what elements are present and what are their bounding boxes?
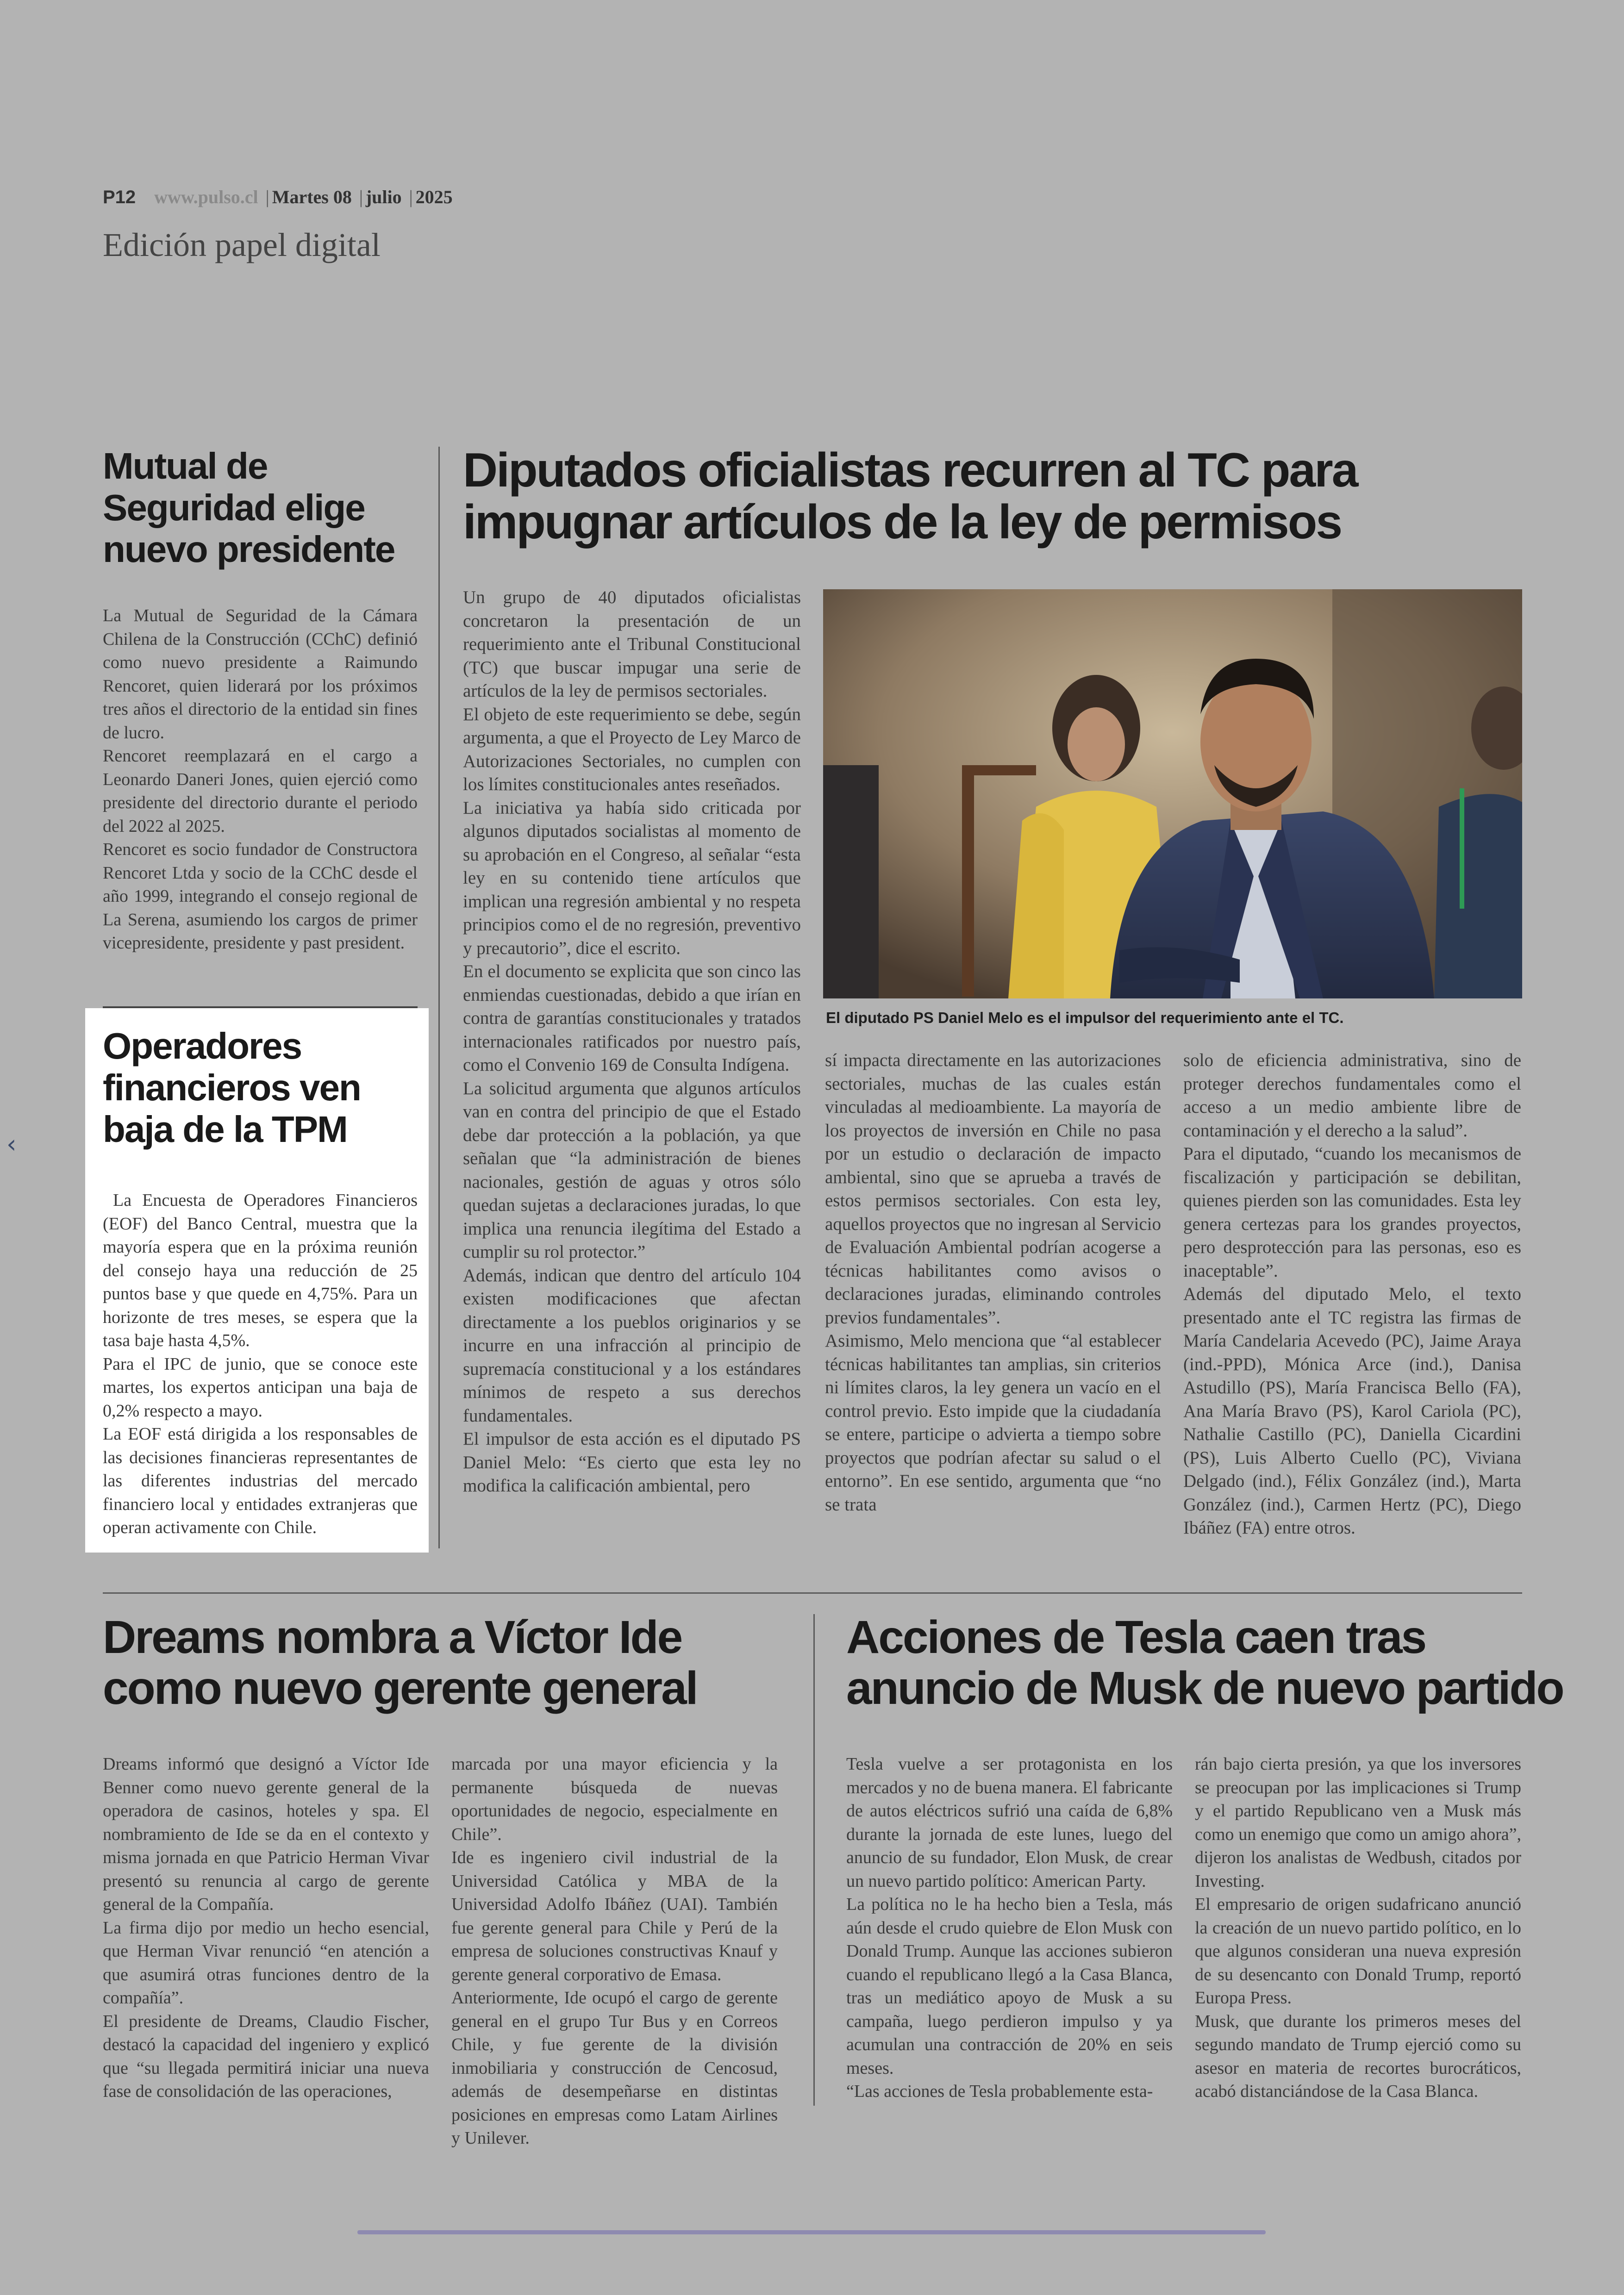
separator: | <box>409 187 413 207</box>
diputados-col3: solo de eficiencia administrativa, sino de proteger derechos fundamentales como el acceso a un medio ambiente libre de contaminación y el derecho a la salud”. Para el diputado, “cuando los mecanismos de fiscalización y participación se debilitan, quienes pierden son las comunidades. Esta ley genera certezas para los grandes proyectos, pero desprotección para las personas, eso es inaceptable”. Además del diputado Melo, el texto presentado ante el TC registra las firmas de María Candelaria Acevedo (PC), Jaime Araya (ind.-PPD), Mónica Arce (ind.), Danisa Astudillo (PS), María Francisca Bello (FA), Ana María Bravo (PS), Karol Cariola (PC), Nathalie Castillo (PC), Daniella Cicardini (PS), Luis Alberto Cuello (PC), Viviana Delgado (ind.), Félix González (ind.), Marta González (ind.), Carmen Hertz (PC), Diego Ibáñez (FA) entre otros. <box>1183 1050 1521 1538</box>
separator: | <box>359 187 363 207</box>
separator: | <box>265 187 269 207</box>
column-divider <box>438 447 440 1548</box>
page-header <box>103 186 453 208</box>
photo-caption: El diputado PS Daniel Melo es el impulsor del requerimiento ante el TC. <box>826 1009 1344 1026</box>
dreams-title: Dreams nombra a Víctor Ide como nuevo gerente general <box>103 1611 697 1714</box>
date-year: 2025 <box>415 187 453 207</box>
mutual-body: La Mutual de Seguridad de la Cámara Chilena de la Construcción (CChC) definió como nuevo presidente a Raimundo Rencoret, quien liderará por los próximos tres años el directorio de la entidad sin fines de lucro. Rencoret reemplazará en el cargo a Leonardo Daneri Jones, quien ejerció como presidente del directorio durante el periodo del 2022 al 2025. Rencoret es socio fundador de Constructora Rencoret Ltda y socio de la CChC desde el año 1999, integrando el consejo regional de La Serena, asumiendo los cargos de primer vicepresidente, presidente y past president. <box>103 606 418 953</box>
edition-label: Edición papel digital <box>103 226 381 263</box>
mutual-title: Mutual de Seguridad elige nuevo presidente <box>103 445 395 570</box>
diputados-title: Diputados oficialistas recurren al TC para impugnar artículos de la ley de permisos <box>463 443 1357 549</box>
tesla-col2: rán bajo cierta presión, ya que los inversores se preocupan por las implicaciones si Trump y el partido Republicano ven a Musk más como un enemigo que como un amigo ahora”, dijeron los analistas de Wedbush, citados por Investing. El empresario de origen sudafricano anunció la creación de un nuevo partido político, en lo que algunos consideran una nueva expresión de su desencanto con Donald Trump, reportó Europa Press. Musk, que durante los primeros meses del segundo mandato de Trump ejerció como su asesor en materia de recortes burocráticos, acabó distanciándose de la Casa Blanca. <box>1195 1754 1521 2101</box>
photo-illustration <box>823 589 1522 998</box>
tesla-col1: Tesla vuelve a ser protagonista en los mercados y no de buena manera. El fabricante de autos eléctricos sufrió una caída de 6,8% durante la jornada de este lunes, luego del anuncio de su fundador, Elon Musk, de crear un nuevo partido político: American Party. La política no le ha hecho bien a Tesla, más aún desde el crudo quiebre de Elon Musk con Donald Trump. Aunque las acciones subieron cuando el republicano llegó a la Casa Blanca, tras un mediático apoyo de Musk a su campaña, luego perdieron impulso y ya acumulan una contracción de 20% en seis meses. “Las acciones de Tesla probablemente esta- <box>846 1754 1173 2101</box>
daniel-melo-photo <box>823 589 1522 998</box>
horizontal-scrollbar[interactable] <box>357 2230 1266 2234</box>
date-day: Martes 08 <box>272 187 352 207</box>
section-divider <box>103 1592 1522 1594</box>
dreams-col1: Dreams informó que designó a Víctor Ide Benner como nuevo gerente general de la operadora de casinos, hoteles y spa. El nombramiento de Ide se da en el contexto y misma jornada en que Patricio Herman Vivar presentó su renuncia al cargo de gerente general de la Compañía. La firma dijo por medio un hecho esencial, que Herman Vivar renunció “en atención a que asumirá otras funciones dentro de la compañía”. El presidente de Dreams, Claudio Fischer, destacó la capacidad del ingeniero y explicó que “su llegada permitirá iniciar una nueva fase de consolidación de las operaciones, <box>103 1754 429 2101</box>
diputados-col2: sí impacta directamente en las autorizaciones sectoriales, muchas de las cuales están vinculadas al medioambiente. La mayoría de los proyectos de inversión en Chile no pasa por un estudio o declaración de impacto ambiental, sino que se aprueba a través de estos permisos sectoriales. Con esta ley, aquellos proyectos que no ingresan al Servicio de Evaluación Ambiental podrían acogerse a técnicas habilitantes como avisos o declaraciones juradas, eliminando controles previos fundamentales”. Asimismo, Melo menciona que “al establecer técnicas habilitantes tan amplias, sin criterios ni límites claros, la ley genera un vacío en el control previo. Esto impide que la ciudadanía se entere, participe o advierta a tiempo sobre proyectos que podrían afectar su salud o el entorno”. En ese sentido, argumenta que “no se trata <box>825 1050 1161 1515</box>
site-url[interactable]: www.pulso.cl <box>154 187 258 207</box>
diputados-col1: Un grupo de 40 diputados oficialistas concretaron la presentación de un requerimiento ante el Tribunal Constitucional (TC) que buscar impugar una serie de artículos de la ley de permisos sectoriales. El objeto de este requerimiento se debe, según argumenta, a que el Proyecto de Ley Marco de Autorizaciones Sectoriales, no cumplen con los límites constitucionales antes reseñados. La iniciativa ya había sido criticada por algunos diputados socialistas al momento de su aprobación en el Congreso, al señalar “esta ley en su contenido tiene artículos que implican una regresión ambiental y no respeta principios como el de no regresión, preventivo y precautorio”, dice el escrito. En el documento se explicita que son cinco las enmiendas cuestionadas, debido a que irían en contra de garantías constitucionales y tratados internacionales ratificados por nuestro país, como el Convenio 169 de Consulta Indígena. La solicitud argumenta que algunos artículos van en contra del principio de que el Estado debe dar protección a la población, ya que señalan que “la administración de bienes nacionales, gestión de aguas y otros sólo quedan sujetas a declaraciones juradas, lo que implica una renuncia ilegítima del Estado a cumplir su rol protector.” Además, indican que dentro del artículo 104 existen modificaciones que afectan directamente a los pueblos originarios y se incurre en una infracción al principio de supremacía constitucional y a los estándares mínimos de respeto a sus derechos fundamentales. El impulsor de esta acción es el diputado PS Daniel Melo: “Es cierto que esta ley no modifica la calificación ambiental, pero <box>463 587 801 1496</box>
operadores-title: Operadores financieros ven baja de la TPM <box>103 1025 361 1150</box>
dreams-col2: marcada por una mayor eficiencia y la permanente búsqueda de nuevas oportunidades de negocio, especialmente en Chile”. Ide es ingeniero civil industrial de la Universidad Católica y MBA de la Universidad Adolfo Ibáñez (UAI). También fue gerente general para Chile y Perú de la empresa de soluciones constructivas Knauf y gerente general corporativo de Emasa. Anteriormente, Ide ocupó el cargo de gerente general en el grupo Tur Bus y en Correos Chile, y fue gerente de la división inmobiliaria y construcción de Cencosud, además de desempeñarse en distintas posiciones en empresas como Latam Airlines y Unilever. <box>451 1754 778 2148</box>
tesla-title: Acciones de Tesla caen tras anuncio de Musk de nuevo partido <box>846 1611 1563 1714</box>
date-month: julio <box>365 187 402 207</box>
previous-page-arrow[interactable]: ‹ <box>6 1129 17 1159</box>
page-number: P12 <box>103 187 136 207</box>
column-divider <box>813 1614 815 2106</box>
operadores-body: La Encuesta de Operadores Financieros (EOF) del Banco Central, muestra que la mayoría espera que en la próxima reunión del consejo haya una reducción de 25 puntos base y que quede en 4,75%. Para un horizonte de tres meses, se espera que la tasa baje hasta 4,5%. Para el IPC de junio, que se conoce este martes, los expertos anticipan una baja de 0,2% respecto a mayo. La EOF está dirigida a los responsables de las decisiones financieras representantes de las diferentes industrias del mercado financiero local y entidades extranjeras que operan activamente con Chile. <box>103 1191 418 1537</box>
